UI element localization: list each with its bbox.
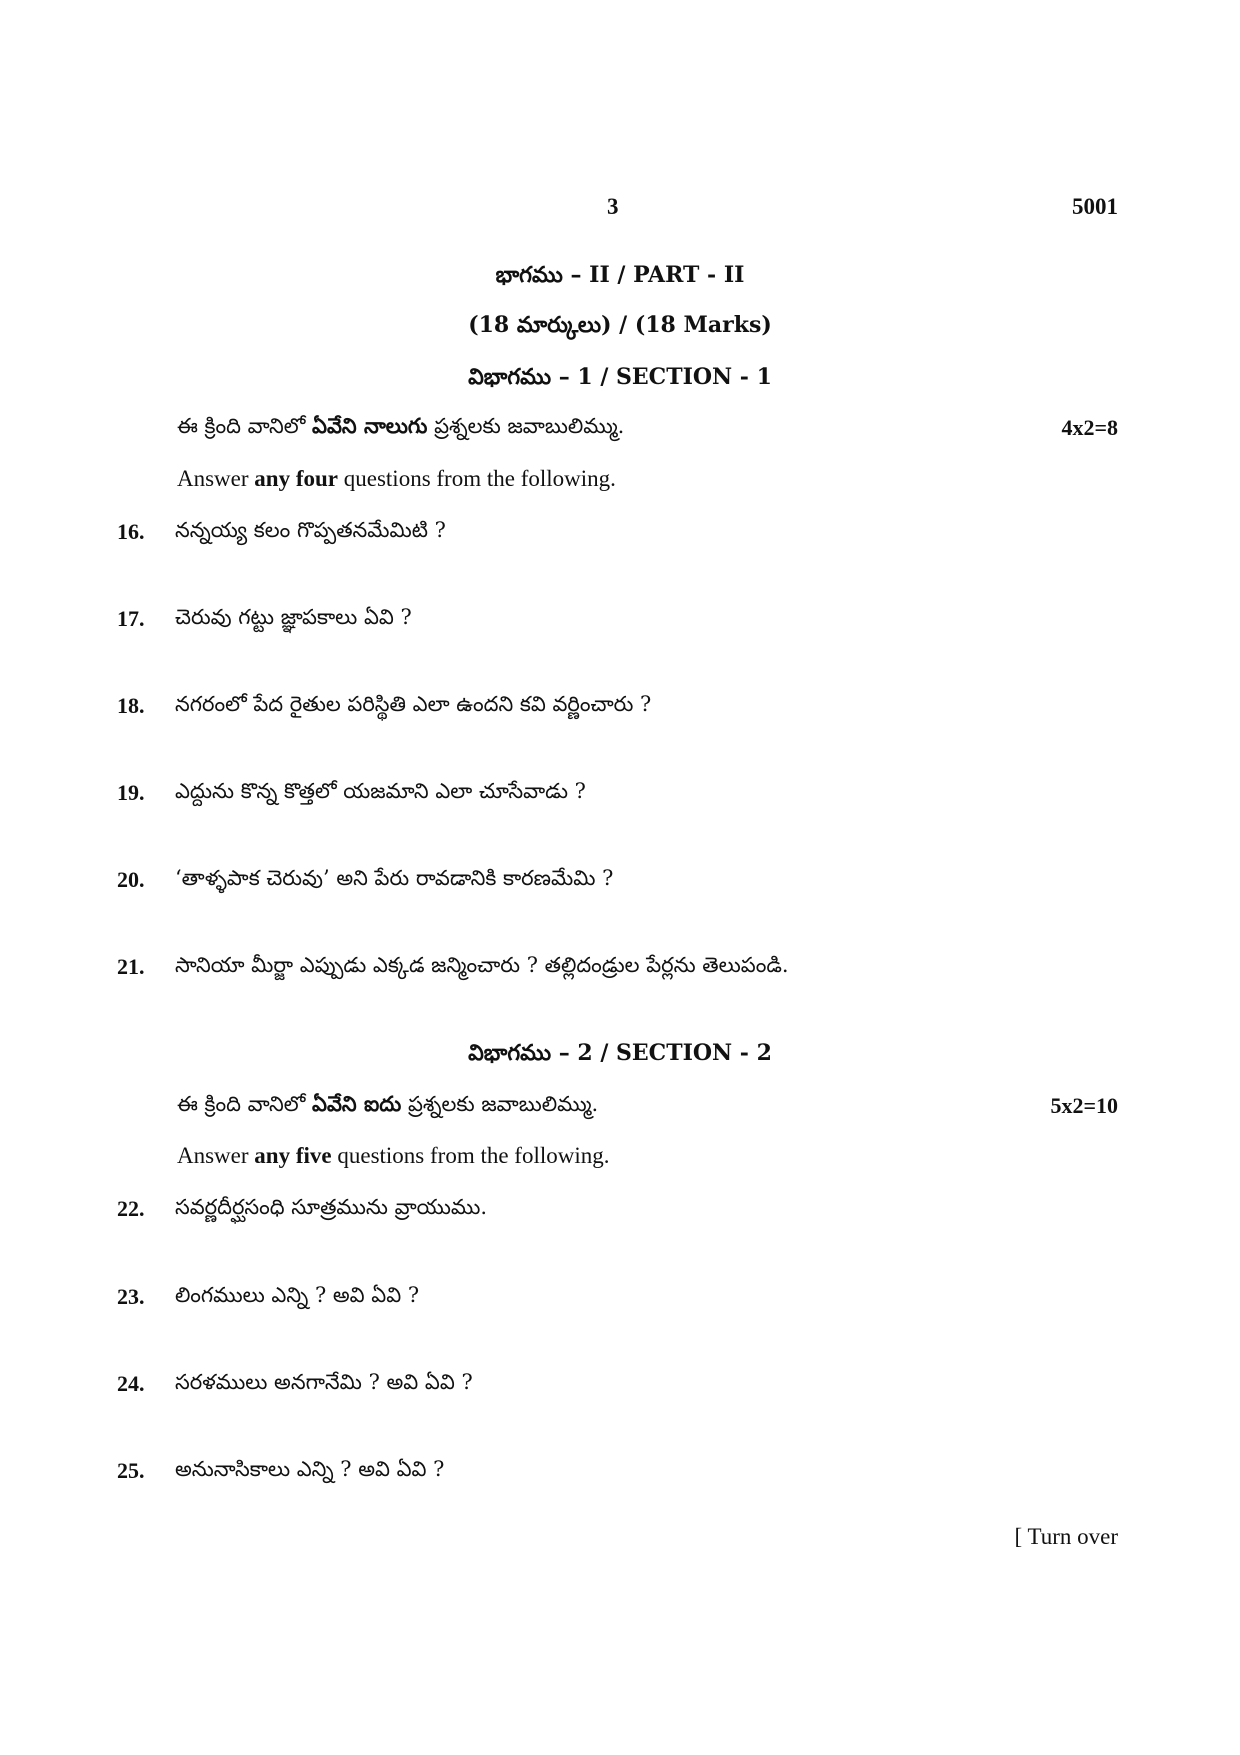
instruction-prefix: ఈ క్రింది వానిలో: [177, 1092, 313, 1116]
part-marks: (18 మార్కులు) / (18 Marks): [468, 312, 772, 338]
section-1-title: విభాగము – 1 / SECTION - 1: [468, 364, 772, 390]
page-number: 3: [607, 194, 619, 219]
instruction-suffix: ప్రశ్నలకు జవాబులిమ్ము.: [401, 1092, 599, 1116]
question-number: 17.: [117, 606, 145, 631]
question-number: 23.: [117, 1284, 145, 1309]
instruction-prefix: Answer: [177, 466, 255, 491]
instruction-suffix: ప్రశ్నలకు జవాబులిమ్ము.: [427, 414, 625, 438]
question-text: సానియా మీర్జా ఎప్పుడు ఎక్కడ జన్మించారు ? తల్లిదండ్రుల పేర్లను తెలుపండి.: [175, 953, 789, 977]
question-number: 25.: [117, 1458, 145, 1483]
section-2-marks: 5x2=10: [1050, 1093, 1118, 1118]
question-number: 21.: [117, 954, 145, 979]
instruction-emphasis: ఏవేని ఐదు: [312, 1091, 402, 1116]
question-text: నగరంలో పేద రైతుల పరిస్థితి ఎలా ఉందని కవి వర్ణించారు ?: [175, 692, 652, 716]
instruction-prefix: ఈ క్రింది వానిలో: [177, 414, 313, 438]
question-text: సరళములు అనగానేమి ? అవి ఏవి ?: [175, 1370, 473, 1394]
section-2-title: విభాగము – 2 / SECTION - 2: [468, 1040, 772, 1066]
section-1-instruction-english: [177, 466, 616, 492]
instruction-suffix: questions from the following.: [331, 1143, 610, 1168]
section-2-instruction-telugu: [177, 1091, 598, 1122]
question-number: 16.: [117, 519, 145, 544]
question-text: సవర్ణదీర్ఘసంధి సూత్రమును వ్రాయుము.: [175, 1195, 488, 1219]
section-1-instruction-telugu: [177, 413, 624, 444]
question-number: 18.: [117, 693, 145, 718]
question-text: చెరువు గట్టు జ్ఞాపకాలు ఏవి ?: [175, 605, 412, 629]
turn-over-note: [ Turn over: [1014, 1524, 1118, 1549]
question-text: లింగములు ఎన్ని ? అవి ఏవి ?: [175, 1283, 420, 1307]
instruction-prefix: Answer: [177, 1143, 255, 1168]
instruction-emphasis: any five: [254, 1143, 332, 1168]
instruction-suffix: questions from the following.: [338, 466, 616, 491]
question-number: 19.: [117, 780, 145, 805]
question-text: నన్నయ్య కలం గొప్పతనమేమిటి ?: [175, 518, 446, 542]
question-number: 22.: [117, 1196, 145, 1221]
section-1-marks: 4x2=8: [1061, 415, 1118, 440]
question-text: అనునాసికాలు ఎన్ని ? అవి ఏవి ?: [175, 1457, 445, 1481]
paper-code: 5001: [1072, 194, 1118, 219]
section-2-instruction-english: [177, 1143, 610, 1169]
question-number: 20.: [117, 867, 145, 892]
part-title: భాగము – II / PART - II: [495, 262, 745, 288]
question-text: ఎద్దును కొన్న కొత్తలో యజమాని ఎలా చూసేవాడు ?: [175, 779, 586, 803]
instruction-emphasis: any four: [254, 466, 338, 491]
instruction-emphasis: ఏవేని నాలుగు: [312, 413, 428, 438]
question-text: ‘తాళ్ళపాక చెరువు’ అని పేరు రావడానికి కారణమేమి ?: [175, 866, 614, 890]
question-number: 24.: [117, 1371, 145, 1396]
